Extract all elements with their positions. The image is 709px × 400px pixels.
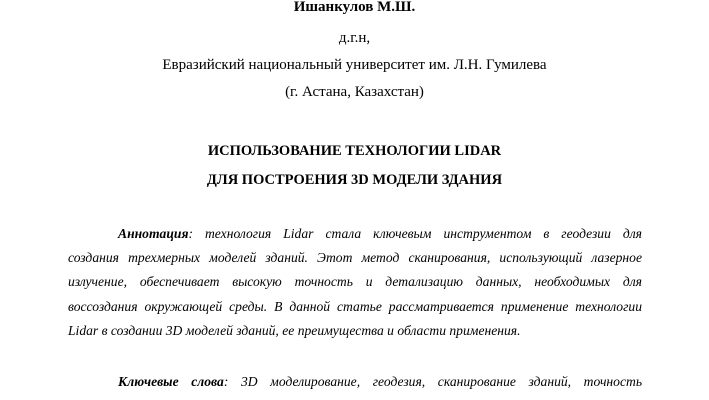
paper-title-line-1: ИСПОЛЬЗОВАНИЕ ТЕХНОЛОГИИ LIDAR <box>207 143 502 159</box>
abstract-line-5: Lidar в создании 3D моделей зданий, ее преимущества и области применения. <box>68 322 521 338</box>
abstract-line-3: излучение, обеспечивает высокую точность и детализацию данных, необходимых для <box>68 274 642 290</box>
abstract-label: Аннотация <box>118 226 189 241</box>
keywords-line <box>68 370 642 394</box>
keywords-label: Ключевые слова <box>118 374 224 389</box>
abstract <box>68 222 642 343</box>
author-affiliation: Евразийский национальный университет им. Л.Н. Гумилева <box>162 57 547 73</box>
keywords-text: : 3D моделирование, геодезия, сканирование зданий, точность <box>223 374 642 389</box>
paper-title-line-2: ДЛЯ ПОСТРОЕНИЯ 3D МОДЕЛИ ЗДАНИЯ <box>206 172 503 188</box>
abstract-line-1 <box>68 222 642 246</box>
abstract-line-2: создания трехмерных моделей зданий. Этот метод сканирования, использующий лазерное <box>68 250 642 266</box>
keywords <box>68 370 642 394</box>
author-city: (г. Астана, Казахстан) <box>285 84 424 100</box>
author-degree: д.г.н, <box>338 30 371 46</box>
abstract-line-4: воссоздания окружающей среды. В данной статье рассматривается применение технологии <box>68 298 642 314</box>
author-name: Ишанкулов М.Ш. <box>293 0 416 15</box>
abstract-line-1-text: : технология Lidar стала ключевым инструментом в геодезии для <box>188 226 642 241</box>
